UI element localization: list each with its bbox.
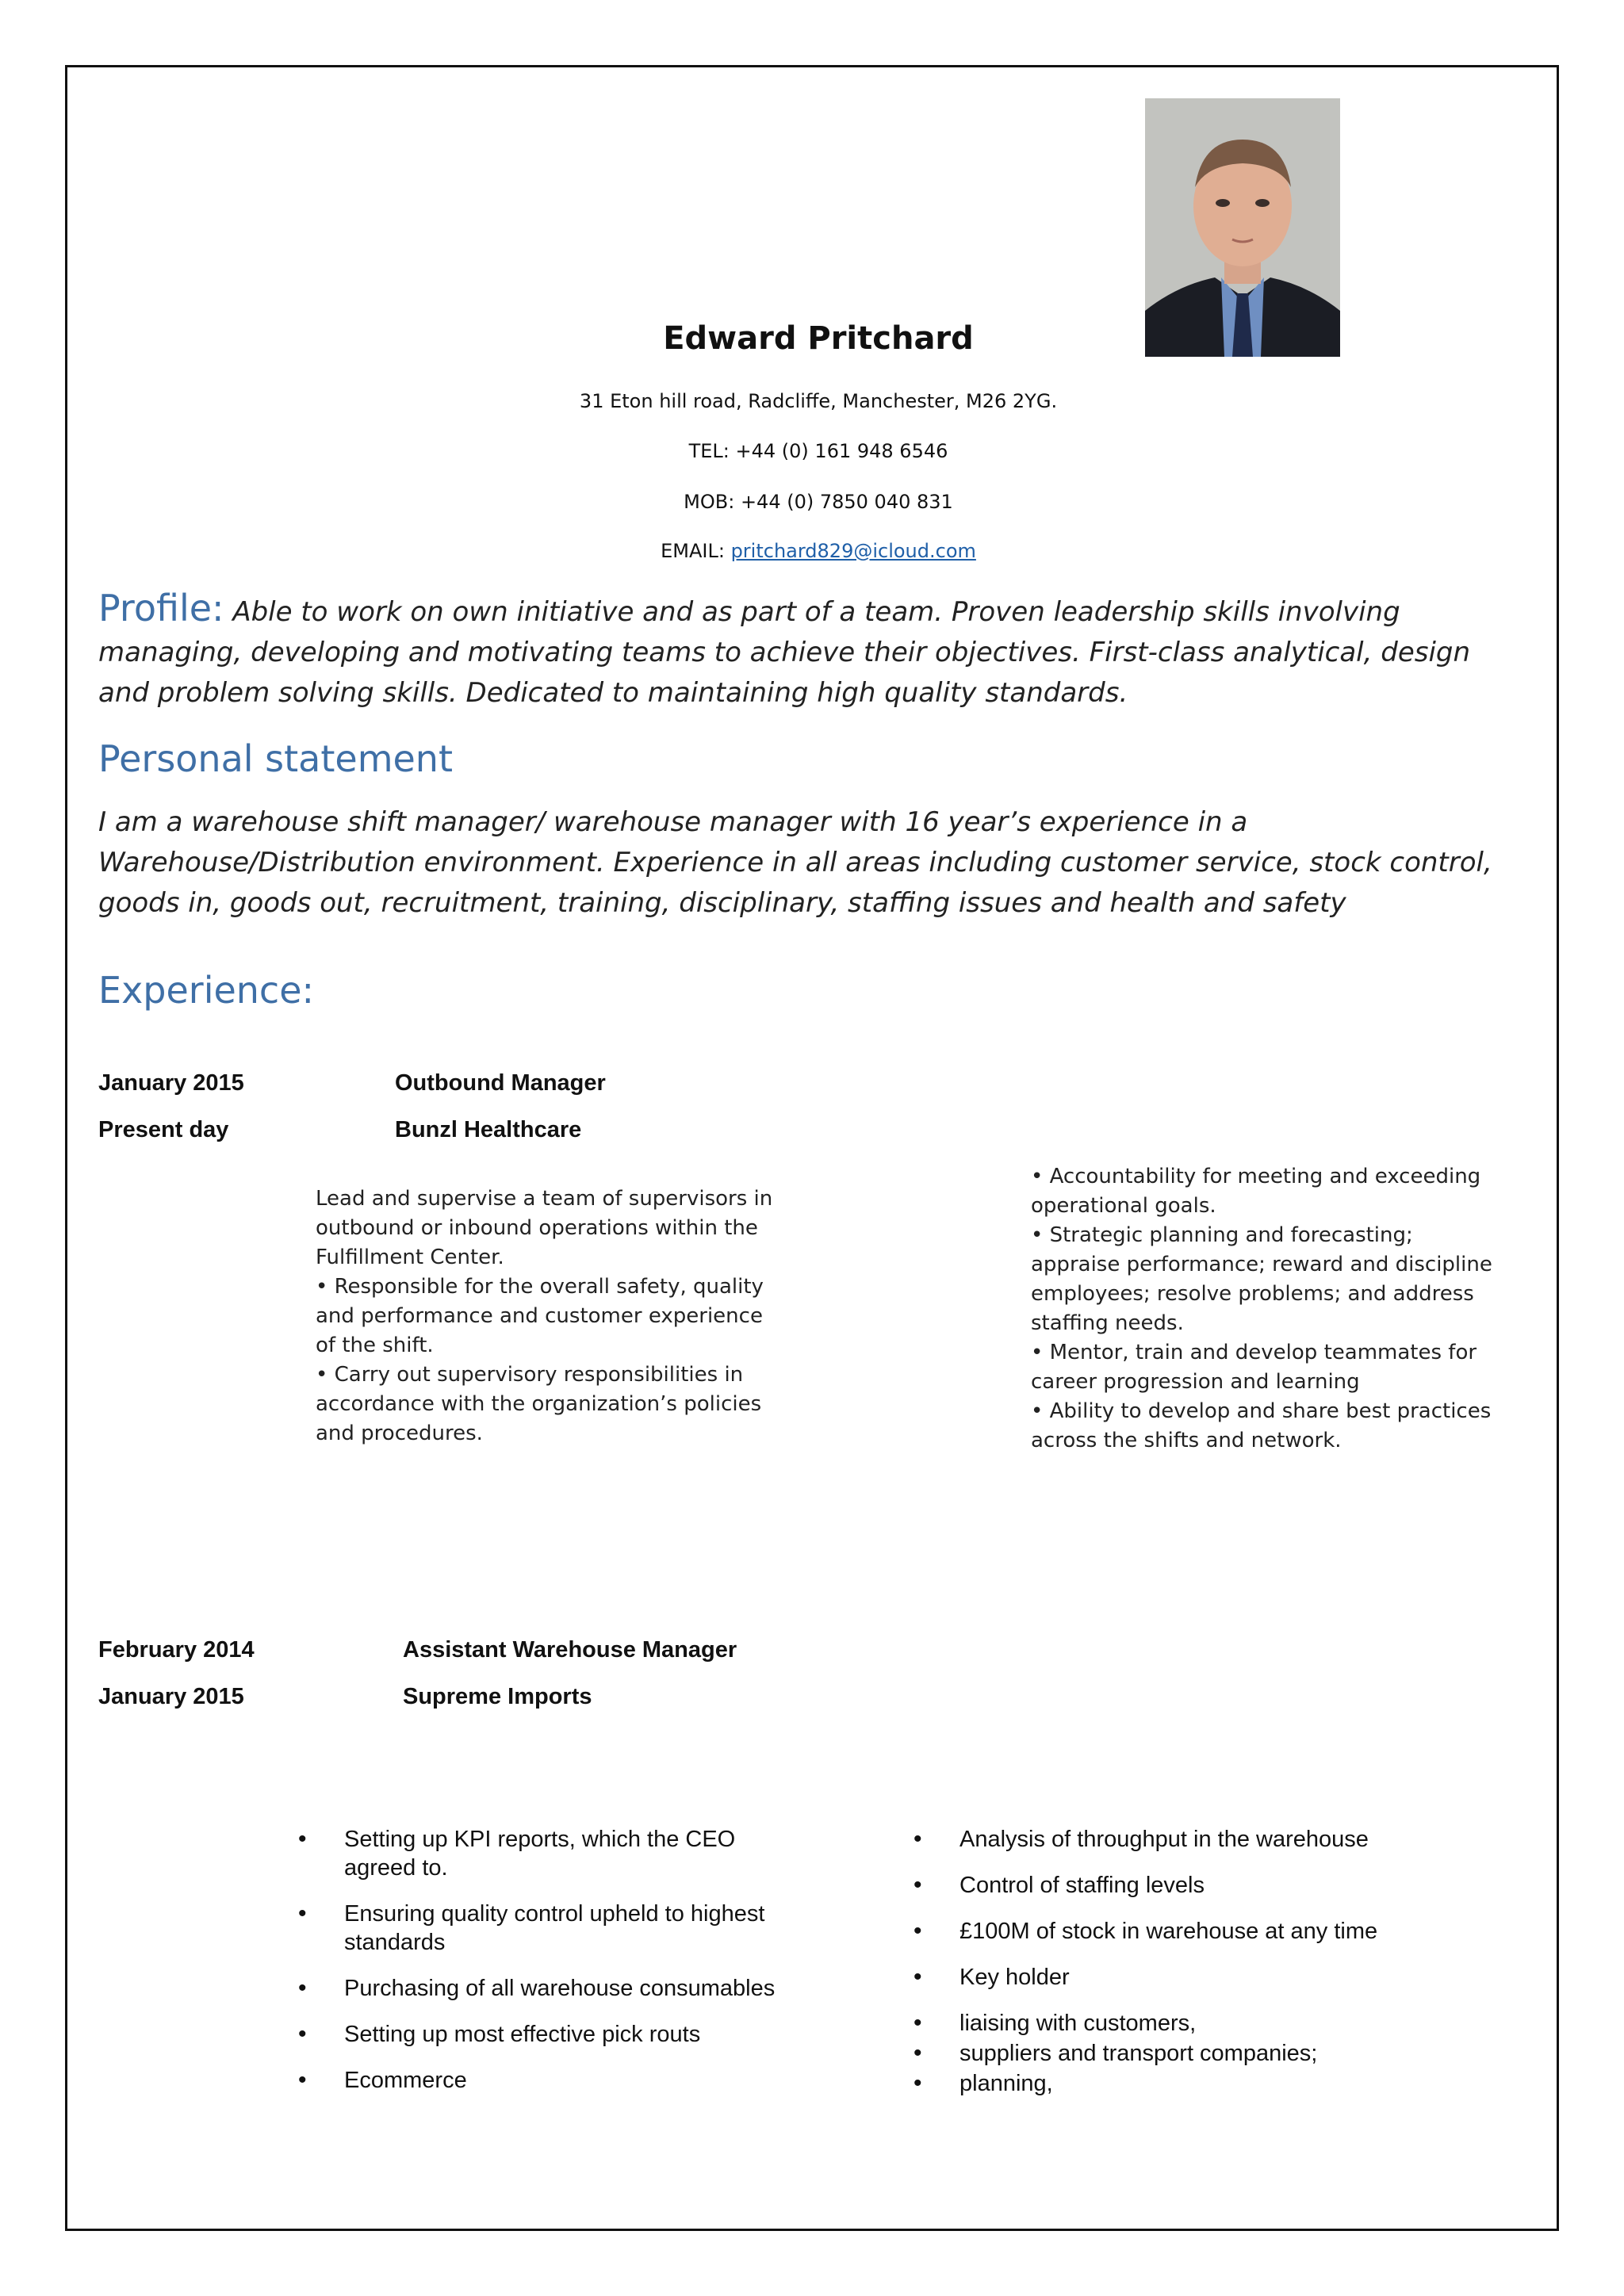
profile-photo: [1145, 98, 1340, 357]
profile-text: Able to work on own initiative and as part of a team. Proven leadership skills involving managing, developing and motivating teams to achieve their objectives. First-class analytical, design and problem solving skills. Dedicated to maintaining high quality standards.: [98, 596, 1471, 709]
list-item: • Setting up KPI reports, which the CEO agreed to.: [293, 1825, 801, 1882]
job1-start-date: January 2015: [98, 1070, 244, 1096]
desc-line: • Accountability for meeting and exceeding: [1031, 1165, 1481, 1188]
desc-line: employees; resolve problems; and address: [1031, 1282, 1474, 1306]
desc-line: across the shifts and network.: [1031, 1429, 1342, 1452]
list-item: • Key holder: [909, 1963, 1385, 1992]
job1-left-description: [316, 1184, 871, 1448]
list-item: • planning,: [909, 2069, 1385, 2098]
desc-line: • Carry out supervisory responsibilities in: [316, 1363, 744, 1387]
email-link[interactable]: pritchard829@icloud.com: [730, 540, 976, 562]
job1-title: Outbound Manager: [395, 1070, 606, 1096]
list-item: • Purchasing of all warehouse consumables: [293, 1974, 801, 2003]
candidate-name: Edward Pritchard: [663, 320, 974, 357]
job2-company: Supreme Imports: [403, 1684, 592, 1709]
profile-heading: Profile:: [98, 587, 224, 629]
email-line: [396, 540, 1240, 562]
desc-line: • Strategic planning and forecasting;: [1031, 1223, 1413, 1247]
job1-right-description: [1031, 1162, 1554, 1456]
list-item: • Ecommerce: [293, 2066, 801, 2095]
list-item: • liaising with customers,: [909, 2009, 1385, 2038]
job2-left-bullets: [293, 1825, 801, 2112]
job2-start-date: February 2014: [98, 1637, 255, 1663]
job1-end-date: Present day: [98, 1117, 229, 1142]
desc-line: appraise performance; reward and discipline: [1031, 1253, 1492, 1276]
desc-line: and procedures.: [316, 1422, 483, 1445]
telephone: TEL: +44 (0) 161 948 6546: [688, 440, 948, 462]
mobile: MOB: +44 (0) 7850 040 831: [684, 491, 953, 513]
experience-heading: Experience:: [98, 969, 315, 1012]
desc-line: • Mentor, train and develop teammates for: [1031, 1341, 1477, 1364]
list-item: • Setting up most effective pick routs: [293, 2020, 801, 2049]
desc-line: Lead and supervise a team of supervisors in: [316, 1187, 773, 1211]
list-item: • Ensuring quality control upheld to highest standards: [293, 1900, 801, 1957]
personal-statement-text: I am a warehouse shift manager/ warehouse manager with 16 year’s experience in a Warehouse/Distribution environment. Experience in all areas including customer service, stock control, goods in, goods out, recruitment, training, disciplinary, staffing issues and health and safety: [98, 806, 1492, 919]
list-item: • Analysis of throughput in the warehouse: [909, 1825, 1385, 1854]
personal-statement-heading: Personal statement: [98, 737, 453, 780]
desc-line: staffing needs.: [1031, 1311, 1184, 1335]
desc-line: outbound or inbound operations within the: [316, 1216, 758, 1240]
desc-line: of the shift.: [316, 1334, 434, 1357]
list-item: • Control of staffing levels: [909, 1871, 1385, 1900]
job2-title: Assistant Warehouse Manager: [403, 1637, 737, 1663]
desc-line: • Ability to develop and share best practices: [1031, 1399, 1492, 1423]
desc-line: and performance and customer experience: [316, 1304, 763, 1328]
profile-section: [98, 588, 1526, 714]
address: 31 Eton hill road, Radcliffe, Manchester, M26 2YG.: [579, 390, 1058, 412]
desc-line: Fulfillment Center.: [316, 1246, 504, 1269]
job2-end-date: January 2015: [98, 1684, 244, 1709]
email-label: EMAIL:: [661, 540, 731, 562]
desc-line: career progression and learning: [1031, 1370, 1360, 1394]
job1-company: Bunzl Healthcare: [395, 1117, 582, 1142]
desc-line: • Responsible for the overall safety, quality: [316, 1275, 764, 1299]
list-item: • £100M of stock in warehouse at any time: [909, 1917, 1385, 1946]
portrait-image: [1145, 98, 1340, 357]
desc-line: accordance with the organization’s policies: [316, 1392, 762, 1416]
job2-right-bullets: [909, 1825, 1385, 2099]
desc-line: operational goals.: [1031, 1194, 1216, 1218]
list-item: • suppliers and transport companies;: [909, 2039, 1385, 2068]
